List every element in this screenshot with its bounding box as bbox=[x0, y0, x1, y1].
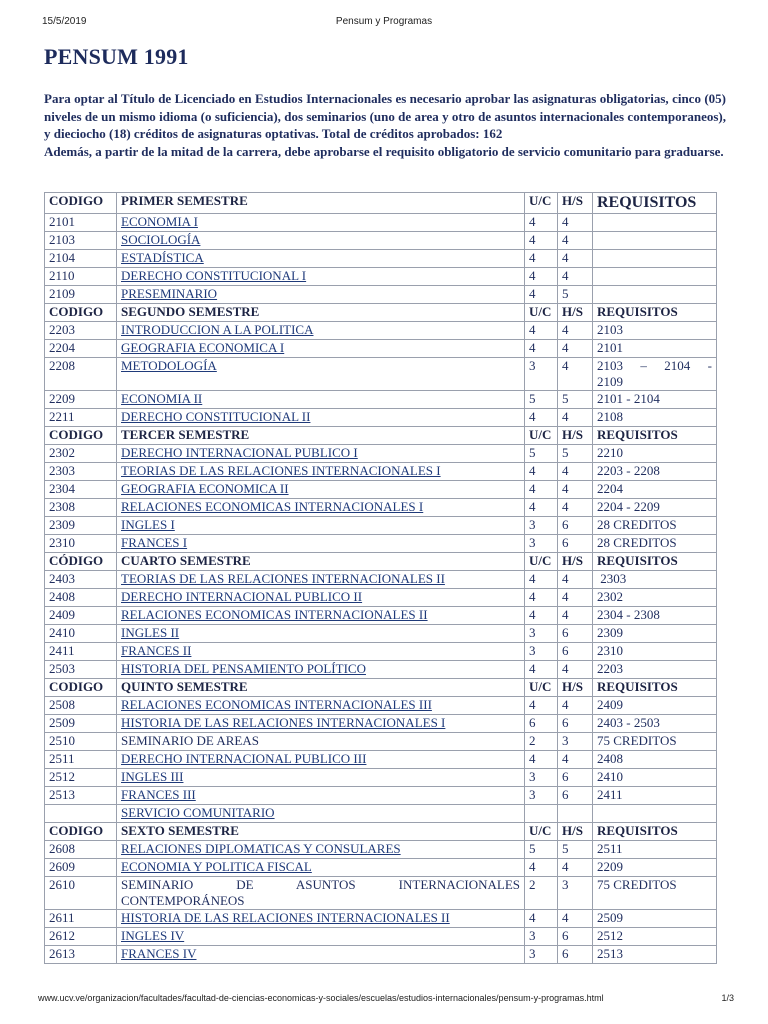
course-row bbox=[45, 499, 717, 517]
course-link[interactable]: FRANCES III bbox=[121, 787, 196, 802]
course-uc: 4 bbox=[525, 409, 558, 427]
course-uc: 5 bbox=[525, 391, 558, 409]
intro-paragraph-requirements: Para optar al Título de Licenciado en Estudios Internacionales es necesario aprobar las asignaturas obligatorias, cinco (05) niveles de un mismo idioma (o suficiencia), dos seminarios (uno de area y otro de asuntos internacionales contemporaneos), y dieciocho (18) créditos de asignaturas optativas. Total de créditos aprobados: 162 bbox=[44, 91, 726, 141]
course-name-cell bbox=[117, 214, 525, 232]
course-code: 2211 bbox=[45, 409, 117, 427]
course-row bbox=[45, 769, 717, 787]
course-uc: 3 bbox=[525, 517, 558, 535]
course-code: 2104 bbox=[45, 250, 117, 268]
course-name-cell bbox=[117, 625, 525, 643]
course-hs: 6 bbox=[558, 517, 593, 535]
course-row bbox=[45, 697, 717, 715]
course-hs: 4 bbox=[558, 340, 593, 358]
course-requisitos: 2303 bbox=[593, 571, 717, 589]
course-requisitos: 2204 bbox=[593, 481, 717, 499]
course-link[interactable]: ESTADÍSTICA bbox=[121, 250, 204, 265]
header-requisitos: REQUISITOS bbox=[593, 304, 717, 322]
course-code: 2508 bbox=[45, 697, 117, 715]
course-row bbox=[45, 535, 717, 553]
page-title: PENSUM 1991 bbox=[44, 44, 189, 69]
course-link[interactable]: ECONOMIA II bbox=[121, 391, 203, 406]
course-code: 2204 bbox=[45, 340, 117, 358]
course-hs: 6 bbox=[558, 946, 593, 964]
course-requisitos: 2204 - 2209 bbox=[593, 499, 717, 517]
semester-title: PRIMER SEMESTRE bbox=[117, 193, 525, 214]
course-uc: 5 bbox=[525, 841, 558, 859]
header-codigo: CODIGO bbox=[45, 823, 117, 841]
course-code: 2304 bbox=[45, 481, 117, 499]
course-hs: 6 bbox=[558, 928, 593, 946]
course-uc: 4 bbox=[525, 571, 558, 589]
course-row bbox=[45, 715, 717, 733]
course-uc: 4 bbox=[525, 268, 558, 286]
course-code: 2208 bbox=[45, 358, 117, 391]
course-name-cell bbox=[117, 841, 525, 859]
course-hs: 6 bbox=[558, 769, 593, 787]
header-hs: H/S bbox=[558, 304, 593, 322]
header-hs: H/S bbox=[558, 823, 593, 841]
semester-title: TERCER SEMESTRE bbox=[117, 427, 525, 445]
course-uc: 4 bbox=[525, 322, 558, 340]
course-code: 2610 bbox=[45, 877, 117, 910]
course-name-cell bbox=[117, 340, 525, 358]
course-hs: 3 bbox=[558, 733, 593, 751]
print-document-title: Pensum y Programas bbox=[335, 16, 433, 27]
course-hs: 4 bbox=[558, 589, 593, 607]
course-name-cell bbox=[117, 499, 525, 517]
course-row bbox=[45, 409, 717, 427]
requisitos-line: 2103 – 2104 - bbox=[597, 358, 712, 373]
semester-header-row bbox=[45, 193, 717, 214]
semester-header-row bbox=[45, 304, 717, 322]
course-name-cell bbox=[117, 661, 525, 679]
course-uc: 4 bbox=[525, 214, 558, 232]
course-code: 2613 bbox=[45, 946, 117, 964]
course-name: SEMINARIO DE AREAS bbox=[117, 733, 525, 751]
header-codigo: CODIGO bbox=[45, 304, 117, 322]
course-link[interactable]: INGLES IV bbox=[121, 928, 185, 943]
course-requisitos bbox=[593, 805, 717, 823]
header-codigo: CODIGO bbox=[45, 193, 117, 214]
course-row bbox=[45, 481, 717, 499]
course-name-cell bbox=[117, 322, 525, 340]
course-name-cell bbox=[117, 787, 525, 805]
course-requisitos: 2302 bbox=[593, 589, 717, 607]
course-uc: 3 bbox=[525, 946, 558, 964]
course-hs: 4 bbox=[558, 859, 593, 877]
course-uc: 3 bbox=[525, 787, 558, 805]
course-name-cell bbox=[117, 571, 525, 589]
course-link[interactable]: RELACIONES DIPLOMATICAS Y CONSULARES bbox=[121, 841, 401, 856]
semester-header-row bbox=[45, 823, 717, 841]
course-row bbox=[45, 607, 717, 625]
course-row bbox=[45, 946, 717, 964]
course-code: 2409 bbox=[45, 607, 117, 625]
course-requisitos: 2410 bbox=[593, 769, 717, 787]
course-code: 2609 bbox=[45, 859, 117, 877]
course-uc: 2 bbox=[525, 733, 558, 751]
course-name-cell bbox=[117, 286, 525, 304]
course-link[interactable]: RELACIONES ECONOMICAS INTERNACIONALES I bbox=[121, 499, 424, 514]
course-code: 2510 bbox=[45, 733, 117, 751]
course-row bbox=[45, 391, 717, 409]
course-hs: 4 bbox=[558, 268, 593, 286]
course-hs: 4 bbox=[558, 322, 593, 340]
course-name-cell bbox=[117, 268, 525, 286]
header-uc: U/C bbox=[525, 304, 558, 322]
course-hs: 6 bbox=[558, 535, 593, 553]
course-hs: 4 bbox=[558, 499, 593, 517]
course-hs: 4 bbox=[558, 697, 593, 715]
course-uc: 4 bbox=[525, 661, 558, 679]
course-link[interactable]: INGLES II bbox=[121, 625, 180, 640]
course-requisitos: 2209 bbox=[593, 859, 717, 877]
course-code: 2411 bbox=[45, 643, 117, 661]
course-name-cell bbox=[117, 751, 525, 769]
intro-paragraph-community-service: Además, a partir de la mitad de la carrera, debe aprobarse el requisito obligatorio de servicio comunitario para graduarse. bbox=[44, 143, 724, 159]
course-code: 2308 bbox=[45, 499, 117, 517]
course-name-cell bbox=[117, 517, 525, 535]
course-code: 2608 bbox=[45, 841, 117, 859]
course-link[interactable]: INGLES I bbox=[121, 517, 175, 532]
course-name-cell bbox=[117, 769, 525, 787]
course-name-cell bbox=[117, 481, 525, 499]
course-hs: 4 bbox=[558, 661, 593, 679]
course-code: 2303 bbox=[45, 463, 117, 481]
course-row bbox=[45, 733, 717, 751]
course-code: 2110 bbox=[45, 268, 117, 286]
course-uc: 4 bbox=[525, 910, 558, 928]
course-row bbox=[45, 787, 717, 805]
course-uc: 4 bbox=[525, 589, 558, 607]
course-uc: 3 bbox=[525, 625, 558, 643]
course-code: 2512 bbox=[45, 769, 117, 787]
course-uc: 4 bbox=[525, 481, 558, 499]
course-uc: 4 bbox=[525, 250, 558, 268]
course-requisitos: 2108 bbox=[593, 409, 717, 427]
course-requisitos: 2304 - 2308 bbox=[593, 607, 717, 625]
course-requisitos: 2411 bbox=[593, 787, 717, 805]
course-requisitos: 28 CREDITOS bbox=[593, 517, 717, 535]
course-hs: 6 bbox=[558, 625, 593, 643]
course-link[interactable]: HISTORIA DEL PENSAMIENTO POLÍTICO bbox=[121, 661, 366, 676]
course-hs: 4 bbox=[558, 751, 593, 769]
semester-header-row bbox=[45, 553, 717, 571]
course-requisitos: 2203 bbox=[593, 661, 717, 679]
course-name-cell bbox=[117, 697, 525, 715]
course-name-cell bbox=[117, 445, 525, 463]
course-hs: 4 bbox=[558, 910, 593, 928]
course-hs: 4 bbox=[558, 214, 593, 232]
course-link[interactable]: INTRODUCCION A LA POLITICA bbox=[121, 322, 314, 337]
course-requisitos: 2409 bbox=[593, 697, 717, 715]
course-link[interactable]: METODOLOGÍA bbox=[121, 358, 217, 373]
course-link[interactable]: GEOGRAFIA ECONOMICA II bbox=[121, 481, 289, 496]
header-requisitos: REQUISITOS bbox=[593, 427, 717, 445]
course-name-cell bbox=[117, 805, 525, 823]
course-code: 2302 bbox=[45, 445, 117, 463]
course-code: 2310 bbox=[45, 535, 117, 553]
course-hs: 4 bbox=[558, 463, 593, 481]
page-number: 1/3 bbox=[721, 993, 734, 1003]
course-code: 2408 bbox=[45, 589, 117, 607]
course-requisitos: 2511 bbox=[593, 841, 717, 859]
course-uc: 4 bbox=[525, 859, 558, 877]
course-code: 2612 bbox=[45, 928, 117, 946]
header-requisitos: REQUISITOS bbox=[593, 823, 717, 841]
course-code: 2513 bbox=[45, 787, 117, 805]
header-uc: U/C bbox=[525, 823, 558, 841]
course-hs: 4 bbox=[558, 571, 593, 589]
course-link[interactable]: RELACIONES ECONOMICAS INTERNACIONALES II bbox=[121, 607, 428, 622]
course-row bbox=[45, 928, 717, 946]
course-hs: 6 bbox=[558, 715, 593, 733]
course-hs: 4 bbox=[558, 250, 593, 268]
course-row bbox=[45, 250, 717, 268]
course-requisitos bbox=[593, 268, 717, 286]
semester-title: SEGUNDO SEMESTRE bbox=[117, 304, 525, 322]
course-hs: 4 bbox=[558, 232, 593, 250]
header-hs: H/S bbox=[558, 427, 593, 445]
course-row bbox=[45, 322, 717, 340]
course-uc: 4 bbox=[525, 463, 558, 481]
course-uc: 3 bbox=[525, 358, 558, 391]
course-uc: 3 bbox=[525, 769, 558, 787]
pensum-table-body bbox=[45, 193, 717, 964]
course-row bbox=[45, 859, 717, 877]
requisitos-line: 2109 bbox=[597, 374, 623, 389]
course-hs bbox=[558, 805, 593, 823]
course-name-cell bbox=[117, 928, 525, 946]
course-uc: 3 bbox=[525, 535, 558, 553]
course-code: 2509 bbox=[45, 715, 117, 733]
header-uc: U/C bbox=[525, 427, 558, 445]
course-code: 2103 bbox=[45, 232, 117, 250]
course-row bbox=[45, 625, 717, 643]
course-uc: 4 bbox=[525, 607, 558, 625]
course-code: 2203 bbox=[45, 322, 117, 340]
course-hs: 5 bbox=[558, 445, 593, 463]
course-link[interactable]: SOCIOLOGÍA bbox=[121, 232, 201, 247]
course-name: SEMINARIO DE ASUNTOS INTERNACIONALES CONTEMPORÁNEOS bbox=[117, 877, 525, 910]
pensum-table bbox=[44, 192, 717, 964]
course-row bbox=[45, 589, 717, 607]
semester-header-row bbox=[45, 679, 717, 697]
course-name-cell bbox=[117, 643, 525, 661]
course-requisitos: 2513 bbox=[593, 946, 717, 964]
course-row bbox=[45, 286, 717, 304]
header-hs: H/S bbox=[558, 679, 593, 697]
course-link[interactable]: GEOGRAFIA ECONOMICA I bbox=[121, 340, 285, 355]
course-name-cell bbox=[117, 232, 525, 250]
course-uc: 4 bbox=[525, 340, 558, 358]
course-row bbox=[45, 463, 717, 481]
course-link[interactable]: PRESEMINARIO bbox=[121, 286, 218, 301]
course-name-cell bbox=[117, 250, 525, 268]
header-codigo: CÓDIGO bbox=[45, 553, 117, 571]
header-hs: H/S bbox=[558, 193, 593, 214]
header-hs: H/S bbox=[558, 553, 593, 571]
course-hs: 6 bbox=[558, 643, 593, 661]
course-code: 2101 bbox=[45, 214, 117, 232]
course-row bbox=[45, 571, 717, 589]
course-hs: 4 bbox=[558, 358, 593, 391]
course-row bbox=[45, 661, 717, 679]
course-link[interactable]: DERECHO INTERNACIONAL PUBLICO III bbox=[121, 751, 367, 766]
course-uc: 4 bbox=[525, 751, 558, 769]
course-code: 2410 bbox=[45, 625, 117, 643]
course-requisitos: 28 CREDITOS bbox=[593, 535, 717, 553]
course-link[interactable]: INGLES III bbox=[121, 769, 184, 784]
course-name-cell bbox=[117, 589, 525, 607]
course-link[interactable]: RELACIONES ECONOMICAS INTERNACIONALES III bbox=[121, 697, 432, 712]
course-hs: 6 bbox=[558, 787, 593, 805]
course-uc: 4 bbox=[525, 697, 558, 715]
course-requisitos bbox=[593, 286, 717, 304]
course-requisitos: 2309 bbox=[593, 625, 717, 643]
course-row bbox=[45, 517, 717, 535]
course-uc: 4 bbox=[525, 499, 558, 517]
header-uc: U/C bbox=[525, 553, 558, 571]
course-name-cell bbox=[117, 535, 525, 553]
course-requisitos: 2101 - 2104 bbox=[593, 391, 717, 409]
semester-title: QUINTO SEMESTRE bbox=[117, 679, 525, 697]
course-row bbox=[45, 841, 717, 859]
course-requisitos: 2203 - 2208 bbox=[593, 463, 717, 481]
header-uc: U/C bbox=[525, 193, 558, 214]
course-name-cell bbox=[117, 946, 525, 964]
course-hs: 4 bbox=[558, 607, 593, 625]
print-date: 15/5/2019 bbox=[42, 16, 87, 27]
course-uc: 2 bbox=[525, 877, 558, 910]
semester-title: SEXTO SEMESTRE bbox=[117, 823, 525, 841]
course-requisitos: 2509 bbox=[593, 910, 717, 928]
course-uc: 5 bbox=[525, 445, 558, 463]
course-code: 2309 bbox=[45, 517, 117, 535]
course-requisitos: 2210 bbox=[593, 445, 717, 463]
course-requisitos bbox=[593, 358, 717, 391]
course-link[interactable]: HISTORIA DE LAS RELACIONES INTERNACIONALES I bbox=[121, 715, 446, 730]
course-link[interactable]: ECONOMIA I bbox=[121, 214, 198, 229]
course-name-cell bbox=[117, 859, 525, 877]
course-uc: 6 bbox=[525, 715, 558, 733]
course-hs: 5 bbox=[558, 286, 593, 304]
course-uc: 3 bbox=[525, 643, 558, 661]
course-uc: 3 bbox=[525, 928, 558, 946]
course-row bbox=[45, 214, 717, 232]
course-code: 2511 bbox=[45, 751, 117, 769]
course-link[interactable]: DERECHO CONSTITUCIONAL I bbox=[121, 268, 307, 283]
header-requisitos: REQUISITOS bbox=[593, 679, 717, 697]
course-requisitos: 2512 bbox=[593, 928, 717, 946]
course-requisitos: 2408 bbox=[593, 751, 717, 769]
course-hs: 4 bbox=[558, 409, 593, 427]
course-link[interactable]: DERECHO INTERNACIONAL PUBLICO I bbox=[121, 445, 358, 460]
course-uc: 4 bbox=[525, 232, 558, 250]
semester-header-row bbox=[45, 427, 717, 445]
course-requisitos bbox=[593, 250, 717, 268]
course-requisitos: 2403 - 2503 bbox=[593, 715, 717, 733]
course-name-cell bbox=[117, 358, 525, 391]
course-row bbox=[45, 751, 717, 769]
course-row bbox=[45, 877, 717, 910]
course-code: 2403 bbox=[45, 571, 117, 589]
header-codigo: CODIGO bbox=[45, 427, 117, 445]
course-link[interactable]: HISTORIA DE LAS RELACIONES INTERNACIONALES II bbox=[121, 910, 450, 925]
course-link[interactable]: DERECHO CONSTITUCIONAL II bbox=[121, 409, 311, 424]
course-row bbox=[45, 340, 717, 358]
course-row bbox=[45, 232, 717, 250]
course-row bbox=[45, 358, 717, 391]
course-hs: 4 bbox=[558, 481, 593, 499]
course-hs: 5 bbox=[558, 841, 593, 859]
course-hs: 5 bbox=[558, 391, 593, 409]
course-code: 2109 bbox=[45, 286, 117, 304]
course-requisitos: 75 CREDITOS bbox=[593, 877, 717, 910]
course-requisitos: 2101 bbox=[593, 340, 717, 358]
course-row bbox=[45, 268, 717, 286]
course-row bbox=[45, 445, 717, 463]
course-link[interactable]: FRANCES IV bbox=[121, 946, 197, 961]
course-link[interactable]: FRANCES I bbox=[121, 535, 188, 550]
semester-title: CUARTO SEMESTRE bbox=[117, 553, 525, 571]
course-name-cell bbox=[117, 409, 525, 427]
course-name-cell bbox=[117, 463, 525, 481]
course-requisitos: 75 CREDITOS bbox=[593, 733, 717, 751]
course-link[interactable]: DERECHO INTERNACIONAL PUBLICO II bbox=[121, 589, 363, 604]
course-link[interactable]: TEORIAS DE LAS RELACIONES INTERNACIONALES II bbox=[121, 571, 445, 586]
course-code: 2611 bbox=[45, 910, 117, 928]
course-name-cell bbox=[117, 391, 525, 409]
intro-text bbox=[44, 90, 726, 160]
page-url: www.ucv.ve/organizacion/facultades/facultad-de-ciencias-economicas-y-sociales/escuelas/estudios-internacionales/pensum-y-programas.html bbox=[38, 993, 604, 1003]
course-link[interactable]: TEORIAS DE LAS RELACIONES INTERNACIONALES I bbox=[121, 463, 441, 478]
course-name-cell bbox=[117, 715, 525, 733]
course-uc bbox=[525, 805, 558, 823]
course-row bbox=[45, 643, 717, 661]
course-row bbox=[45, 805, 717, 823]
course-link[interactable]: ECONOMIA Y POLITICA FISCAL bbox=[121, 859, 312, 874]
course-uc: 4 bbox=[525, 286, 558, 304]
course-requisitos: 2103 bbox=[593, 322, 717, 340]
course-name-cell bbox=[117, 607, 525, 625]
course-code: 2209 bbox=[45, 391, 117, 409]
header-uc: U/C bbox=[525, 679, 558, 697]
header-requisitos: REQUISITOS bbox=[593, 193, 717, 214]
course-code: 2503 bbox=[45, 661, 117, 679]
header-codigo: CODIGO bbox=[45, 679, 117, 697]
course-row bbox=[45, 910, 717, 928]
course-link[interactable]: SERVICIO COMUNITARIO bbox=[121, 805, 275, 820]
course-hs: 3 bbox=[558, 877, 593, 910]
course-requisitos: 2310 bbox=[593, 643, 717, 661]
header-requisitos: REQUISITOS bbox=[593, 553, 717, 571]
course-name-cell bbox=[117, 910, 525, 928]
course-requisitos bbox=[593, 214, 717, 232]
course-link[interactable]: FRANCES II bbox=[121, 643, 192, 658]
course-code bbox=[45, 805, 117, 823]
course-requisitos bbox=[593, 232, 717, 250]
